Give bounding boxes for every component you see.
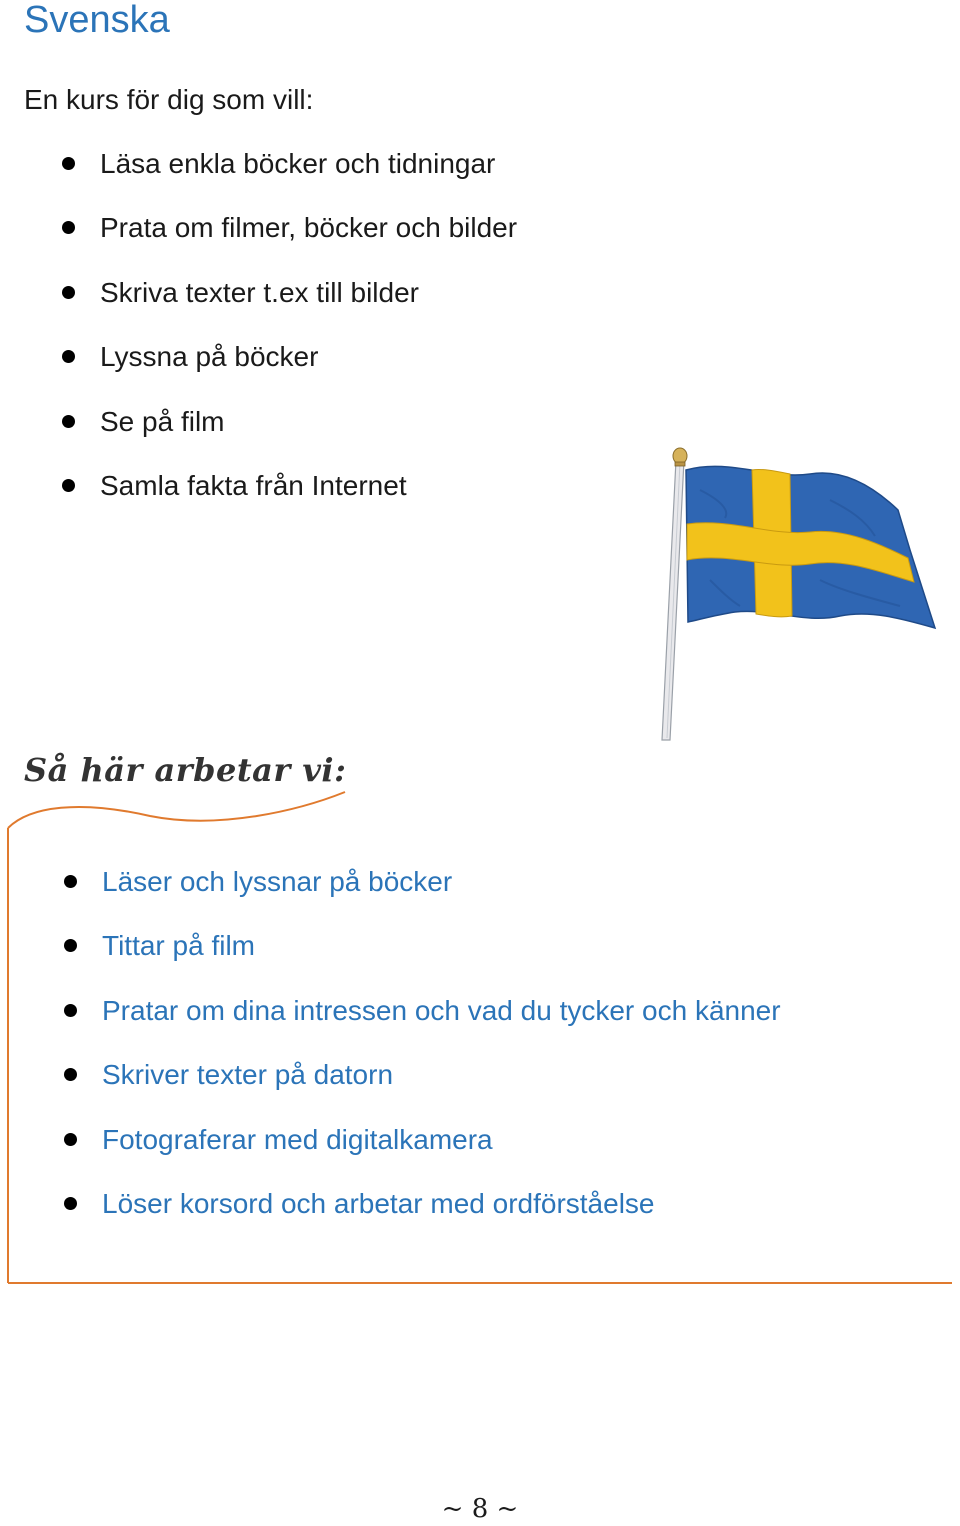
list-item-text: Läsa enkla böcker och tidningar: [100, 148, 496, 179]
bullet-dot-icon: [64, 1133, 77, 1146]
list-item-text: Samla fakta från Internet: [100, 469, 407, 501]
list-item: [26, 1122, 781, 1186]
bullet-dot-icon: [64, 875, 77, 888]
page-number: ~ 8 ~: [441, 1494, 519, 1524]
bullet-dot-icon: [64, 1197, 77, 1210]
list-item: [26, 993, 781, 1057]
list-item-text: Löser korsord och arbetar med ordförståelse: [102, 1187, 655, 1219]
list-item-text: Skriver texter på datorn: [102, 1059, 394, 1091]
list-item-text: Pratar om dina intressen och vad du tycker och känner: [102, 994, 781, 1026]
page-title: Svenska: [24, 0, 170, 41]
list-item-text: Prata om filmer, böcker och bilder: [100, 212, 518, 244]
list-item: [26, 928, 781, 992]
bullet-dot-icon: [64, 1068, 77, 1081]
list-item-text: Skriva texter t.ex till bilder: [100, 276, 419, 308]
list-item-text: Tittar på film: [102, 930, 255, 962]
bullet-dot-icon: [64, 939, 77, 952]
methods-heading: Så här arbetar vi:: [24, 751, 347, 789]
list-item: [26, 1057, 781, 1121]
list-item-text: Fotograferar med digitalkamera: [102, 1123, 493, 1155]
intro-text: En kurs för dig som vill:: [24, 84, 314, 115]
list-item-text: Läser och lyssnar på böcker: [102, 866, 453, 897]
list-item: [26, 1186, 781, 1250]
bullet-dot-icon: [64, 1004, 77, 1017]
methods-list: [26, 864, 781, 1250]
list-item-text: Se på film: [100, 405, 225, 437]
list-item: [26, 864, 781, 928]
list-item-text: Lyssna på böcker: [100, 341, 319, 373]
